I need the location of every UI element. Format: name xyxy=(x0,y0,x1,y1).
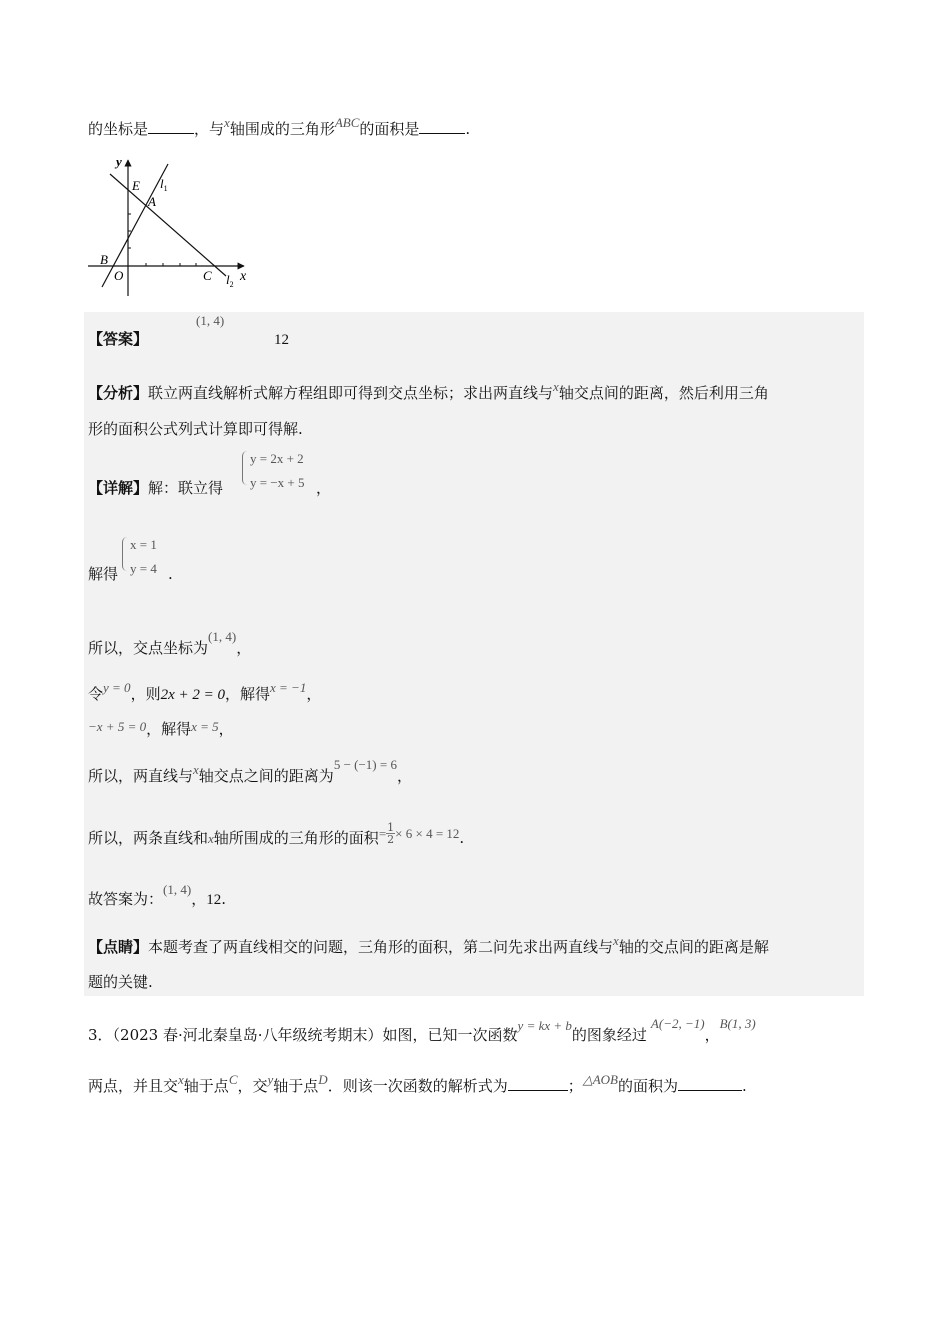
analysis-text-1: 联立两直线解析式解方程组即可得到交点坐标；求出两直线与 xyxy=(148,384,554,402)
comment-line-1 xyxy=(88,933,769,959)
comment-tag: 【点睛】 xyxy=(88,938,149,956)
area-period: . xyxy=(459,829,465,847)
triangle-aob: △AOB xyxy=(582,1072,618,1087)
analysis-line-1 xyxy=(88,379,769,405)
answer-area-value: 12 xyxy=(274,332,289,348)
q3-line-1 xyxy=(88,1016,756,1047)
let-result: x = −1 xyxy=(270,680,307,695)
label-C: C xyxy=(203,268,212,283)
comment-text-2: 轴的交点间的距离是解 xyxy=(618,938,769,956)
intersect-comma: ， xyxy=(236,639,252,657)
final-text: 故答案为： xyxy=(88,890,164,908)
area-text: 所以，两条直线和 xyxy=(88,829,209,847)
let-line xyxy=(88,680,322,706)
answer-line xyxy=(88,328,148,350)
fraction-denominator: 2 xyxy=(387,832,395,846)
intro-text-2: ，与 xyxy=(194,120,225,138)
let-equation: 2x + 2 = 0 xyxy=(160,687,225,703)
analysis-tag: 【分析】 xyxy=(88,384,149,402)
intro-text-4: 的面积是 xyxy=(359,120,420,138)
analysis-text-3: 形的面积公式列式计算即可得解. xyxy=(88,420,303,438)
x-variable: x xyxy=(224,115,230,130)
label-E: E xyxy=(132,178,140,193)
q3-text-1: 如图，已知一次函数 xyxy=(382,1026,518,1044)
final-line xyxy=(88,882,226,911)
q3-text-4: 轴于点 xyxy=(183,1077,229,1095)
q3-period: . xyxy=(742,1077,747,1095)
x-variable: x xyxy=(178,1072,184,1087)
distance-line xyxy=(88,757,412,788)
fraction-numerator: 1 xyxy=(387,820,395,834)
q3-semicolon: ； xyxy=(567,1077,583,1095)
distance-text-2: 轴交点之间的距离为 xyxy=(198,767,334,785)
point-d: D xyxy=(318,1072,328,1087)
solve-period-text: . xyxy=(168,565,173,583)
second-equation: −x + 5 = 0 xyxy=(88,719,147,734)
area-line xyxy=(88,820,465,851)
answer-coord xyxy=(196,313,225,339)
x-variable: x xyxy=(193,762,199,777)
analysis-text-2: 轴交点间的距离，然后利用三角 xyxy=(558,384,769,402)
x-variable: x xyxy=(613,933,619,948)
solve-period xyxy=(168,563,173,585)
area-fraction xyxy=(386,822,395,845)
analysis-line-2 xyxy=(88,418,303,440)
answer-area xyxy=(274,328,289,351)
area-equals: = xyxy=(378,826,387,841)
point-b: B(1, 3) xyxy=(719,1016,756,1031)
label-y: y xyxy=(116,154,122,169)
comment-line-2 xyxy=(88,971,153,993)
answer-tag: 【答案】 xyxy=(88,330,149,348)
detail-tag: 【详解】 xyxy=(88,479,149,497)
x-variable: x xyxy=(208,831,214,846)
label-B: B xyxy=(100,252,108,267)
solve-line xyxy=(88,563,118,585)
q3-text-8: 的面积为 xyxy=(618,1077,679,1095)
area-text-2: 轴所围成的三角形的面积 xyxy=(213,829,379,847)
comment-text-1: 本题考查了两直线相交的问题，三角形的面积，第二问先求出两直线与 xyxy=(148,938,614,956)
q3-separator: ， xyxy=(704,1026,720,1044)
intersect-text: 所以，交点坐标为 xyxy=(88,639,209,657)
solution-y: y = 4 xyxy=(130,561,157,576)
final-period: . xyxy=(221,890,226,908)
distance-text: 所以，两直线与 xyxy=(88,767,194,785)
solution-system xyxy=(122,537,172,577)
distance-comma: ， xyxy=(396,767,412,785)
q3-line-2 xyxy=(88,1072,747,1098)
intro-text: 的坐标是 xyxy=(88,120,149,138)
question-number: 3． xyxy=(88,1026,113,1044)
final-number: 12 xyxy=(206,892,222,908)
detail-comma-text: ， xyxy=(316,479,332,497)
equation-2: y = −x + 5 xyxy=(250,475,305,490)
coordinate-figure xyxy=(86,150,256,300)
detail-line xyxy=(88,477,223,499)
let-comma: ， xyxy=(306,685,322,703)
detail-comma xyxy=(316,477,331,499)
area-expression: × 6 × 4 = 12 xyxy=(395,826,460,841)
intersect-line xyxy=(88,629,252,660)
answer-blank-4 xyxy=(678,1076,742,1091)
answer-coordinate: (1, 4) xyxy=(196,313,225,328)
second-text: ，解得 xyxy=(146,720,192,738)
second-line xyxy=(88,718,234,741)
triangle-abc: ABC xyxy=(334,115,360,130)
detail-text: 解：联立得 xyxy=(148,479,224,497)
answer-blank-2 xyxy=(419,119,465,134)
solve-text: 解得 xyxy=(88,565,119,583)
q3-text-7: ．则该一次函数的解析式为 xyxy=(327,1077,508,1095)
let-text-3: ，解得 xyxy=(224,685,270,703)
label-O: O xyxy=(114,268,124,283)
equation-1: y = 2x + 2 xyxy=(250,451,304,466)
intro-text-3: 轴围成的三角形 xyxy=(229,120,335,138)
intersect-coordinate: (1, 4) xyxy=(208,629,237,644)
question-source: （2023 春·河北秦皇岛·八年级统考期末） xyxy=(112,1026,383,1044)
point-c: C xyxy=(228,1072,238,1087)
distance-expression: 5 − (−1) = 6 xyxy=(333,757,397,772)
final-comma: ， xyxy=(191,890,207,908)
x-variable: x xyxy=(553,379,559,394)
label-l2: $l_2$ xyxy=(226,272,234,289)
q3-text-2: 的图象经过 xyxy=(571,1026,647,1044)
label-x: x xyxy=(240,269,247,284)
let-y-zero: y = 0 xyxy=(103,680,131,695)
comment-text-3: 题的关键. xyxy=(88,973,153,991)
q3-text-5: ，交 xyxy=(237,1077,268,1095)
second-comma: ， xyxy=(218,720,234,738)
q3-text-6: 轴于点 xyxy=(273,1077,319,1095)
let-text: 令 xyxy=(88,685,104,703)
final-coordinate: (1, 4) xyxy=(163,882,192,897)
answer-blank-1 xyxy=(148,119,194,134)
let-text-2: ，则 xyxy=(130,685,161,703)
intro-line xyxy=(88,115,471,141)
label-A: A xyxy=(148,194,156,209)
label-l1: $l_1$ xyxy=(160,176,168,193)
intro-period: . xyxy=(465,120,471,138)
point-a: A(−2, −1) xyxy=(650,1016,705,1031)
answer-blank-3 xyxy=(508,1076,568,1091)
solution-x: x = 1 xyxy=(130,537,157,552)
second-result: x = 5 xyxy=(191,719,219,734)
q3-function: y = kx + b xyxy=(517,1018,572,1033)
q3-text-3: 两点，并且交 xyxy=(88,1077,179,1095)
y-variable: y xyxy=(267,1072,274,1087)
